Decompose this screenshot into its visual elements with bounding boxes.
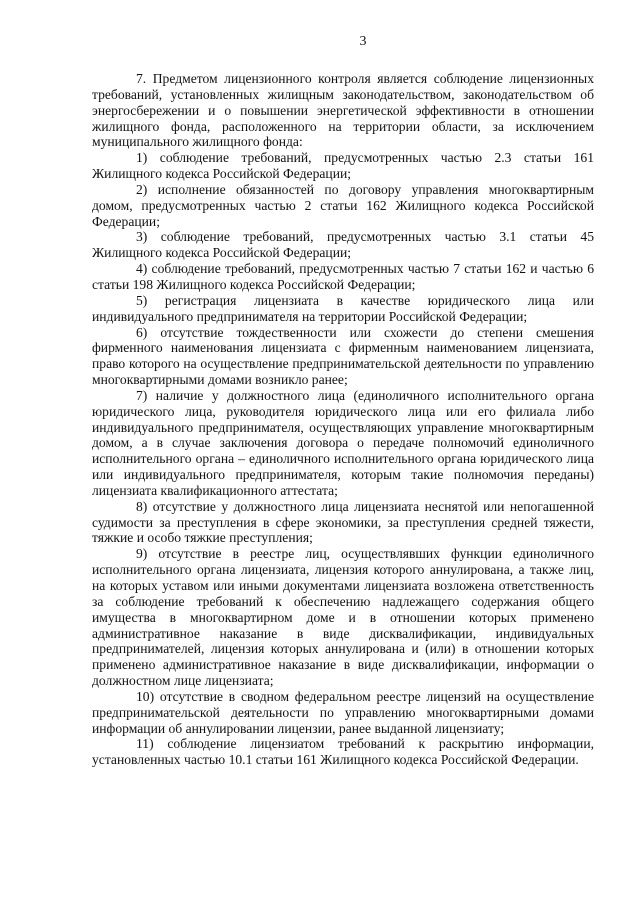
- list-item-4: 4) соблюдение требований, предусмотренных частью 7 статьи 162 и частью 6 статьи 198 Жилищного кодекса Российской Федерации;: [92, 261, 594, 292]
- list-item-11: 11) соблюдение лицензиатом требований к раскрытию информации, установленных частью 10.1 статьи 161 Жилищного кодекса Российской Федерации.: [92, 736, 594, 768]
- list-item-5: 5) регистрация лицензиата в качестве юридического лица или индивидуального предпринимателя на территории Российской Федерации;: [92, 292, 594, 324]
- list-item-10: 10) отсутствие в сводном федеральном реестре лицензий на осуществление предпринимательской деятельности по управлению многоквартирными домами информации об аннулировании лицензии, ранее выданной лицензиату;: [92, 688, 594, 736]
- list-item-9: 9) отсутствие в реестре лиц, осуществлявших функции единоличного исполнительного органа лицензиата, лицензия которого аннулирована, а также лиц, на которых уставом или иными документами лицензиата возложена ответственность за соблюдение требований к обеспечению надлежащего содержания общего имущества в многоквартирном доме и в отношении которых применено административное наказание в виде дисквалификации, индивидуальных предпринимателей, лицензия которых аннулирована и (или) в отношении которых применено административное наказание в виде дисквалификации, информации о должностном лице лицензиата;: [92, 546, 594, 689]
- page-number: 3: [359, 34, 367, 49]
- list-item-7: 7) наличие у должностного лица (единоличного исполнительного органа юридического лица, руководителя юридического лица или его филиала либо индивидуального предпринимателя, осуществляющих управление многоквартирным домом, а в случае заключения договора о передаче полномочий единоличного исполнительного органа – единоличного исполнительного органа юридического лица или индивидуального предпринимателя, которым такие полномочия переданы) лицензиата квалификационного аттестата;: [92, 387, 594, 498]
- list-item-2: 2) исполнение обязанностей по договору управления многоквартирным домом, предусмотренных частью 2 статьи 162 Жилищного кодекса Российской Федерации;: [92, 181, 594, 229]
- list-item-6: 6) отсутствие тождественности или схожести до степени смешения фирменного наименования лицензиата с фирменным наименованием лицензиата, право которого на осуществление предпринимательской деятельности по управлению многоквартирными домами возникло ранее;: [92, 324, 594, 388]
- list-item-1: 1) соблюдение требований, предусмотренных частью 2.3 статьи 161 Жилищного кодекса Российской Федерации;: [92, 150, 594, 182]
- list-item-8: 8) отсутствие у должностного лица лицензиата неснятой или непогашенной судимости за преступления в сфере экономики, за преступления средней тяжести, тяжкие и особо тяжкие преступления;: [92, 498, 594, 546]
- paragraph-7-intro: 7. Предметом лицензионного контроля является соблюдение лицензионных требований, установленных жилищным законодательством, законодательством об энергосбережении и о повышении энергетической эффективности в отношении жилищного фонда, расположенного на территории области, за исключением муниципального жилищного фонда:: [92, 71, 594, 150]
- list-item-3: 3) соблюдение требований, предусмотренных частью 3.1 статьи 45 Жилищного кодекса Российской Федерации;: [92, 229, 594, 261]
- document-body: [92, 71, 594, 768]
